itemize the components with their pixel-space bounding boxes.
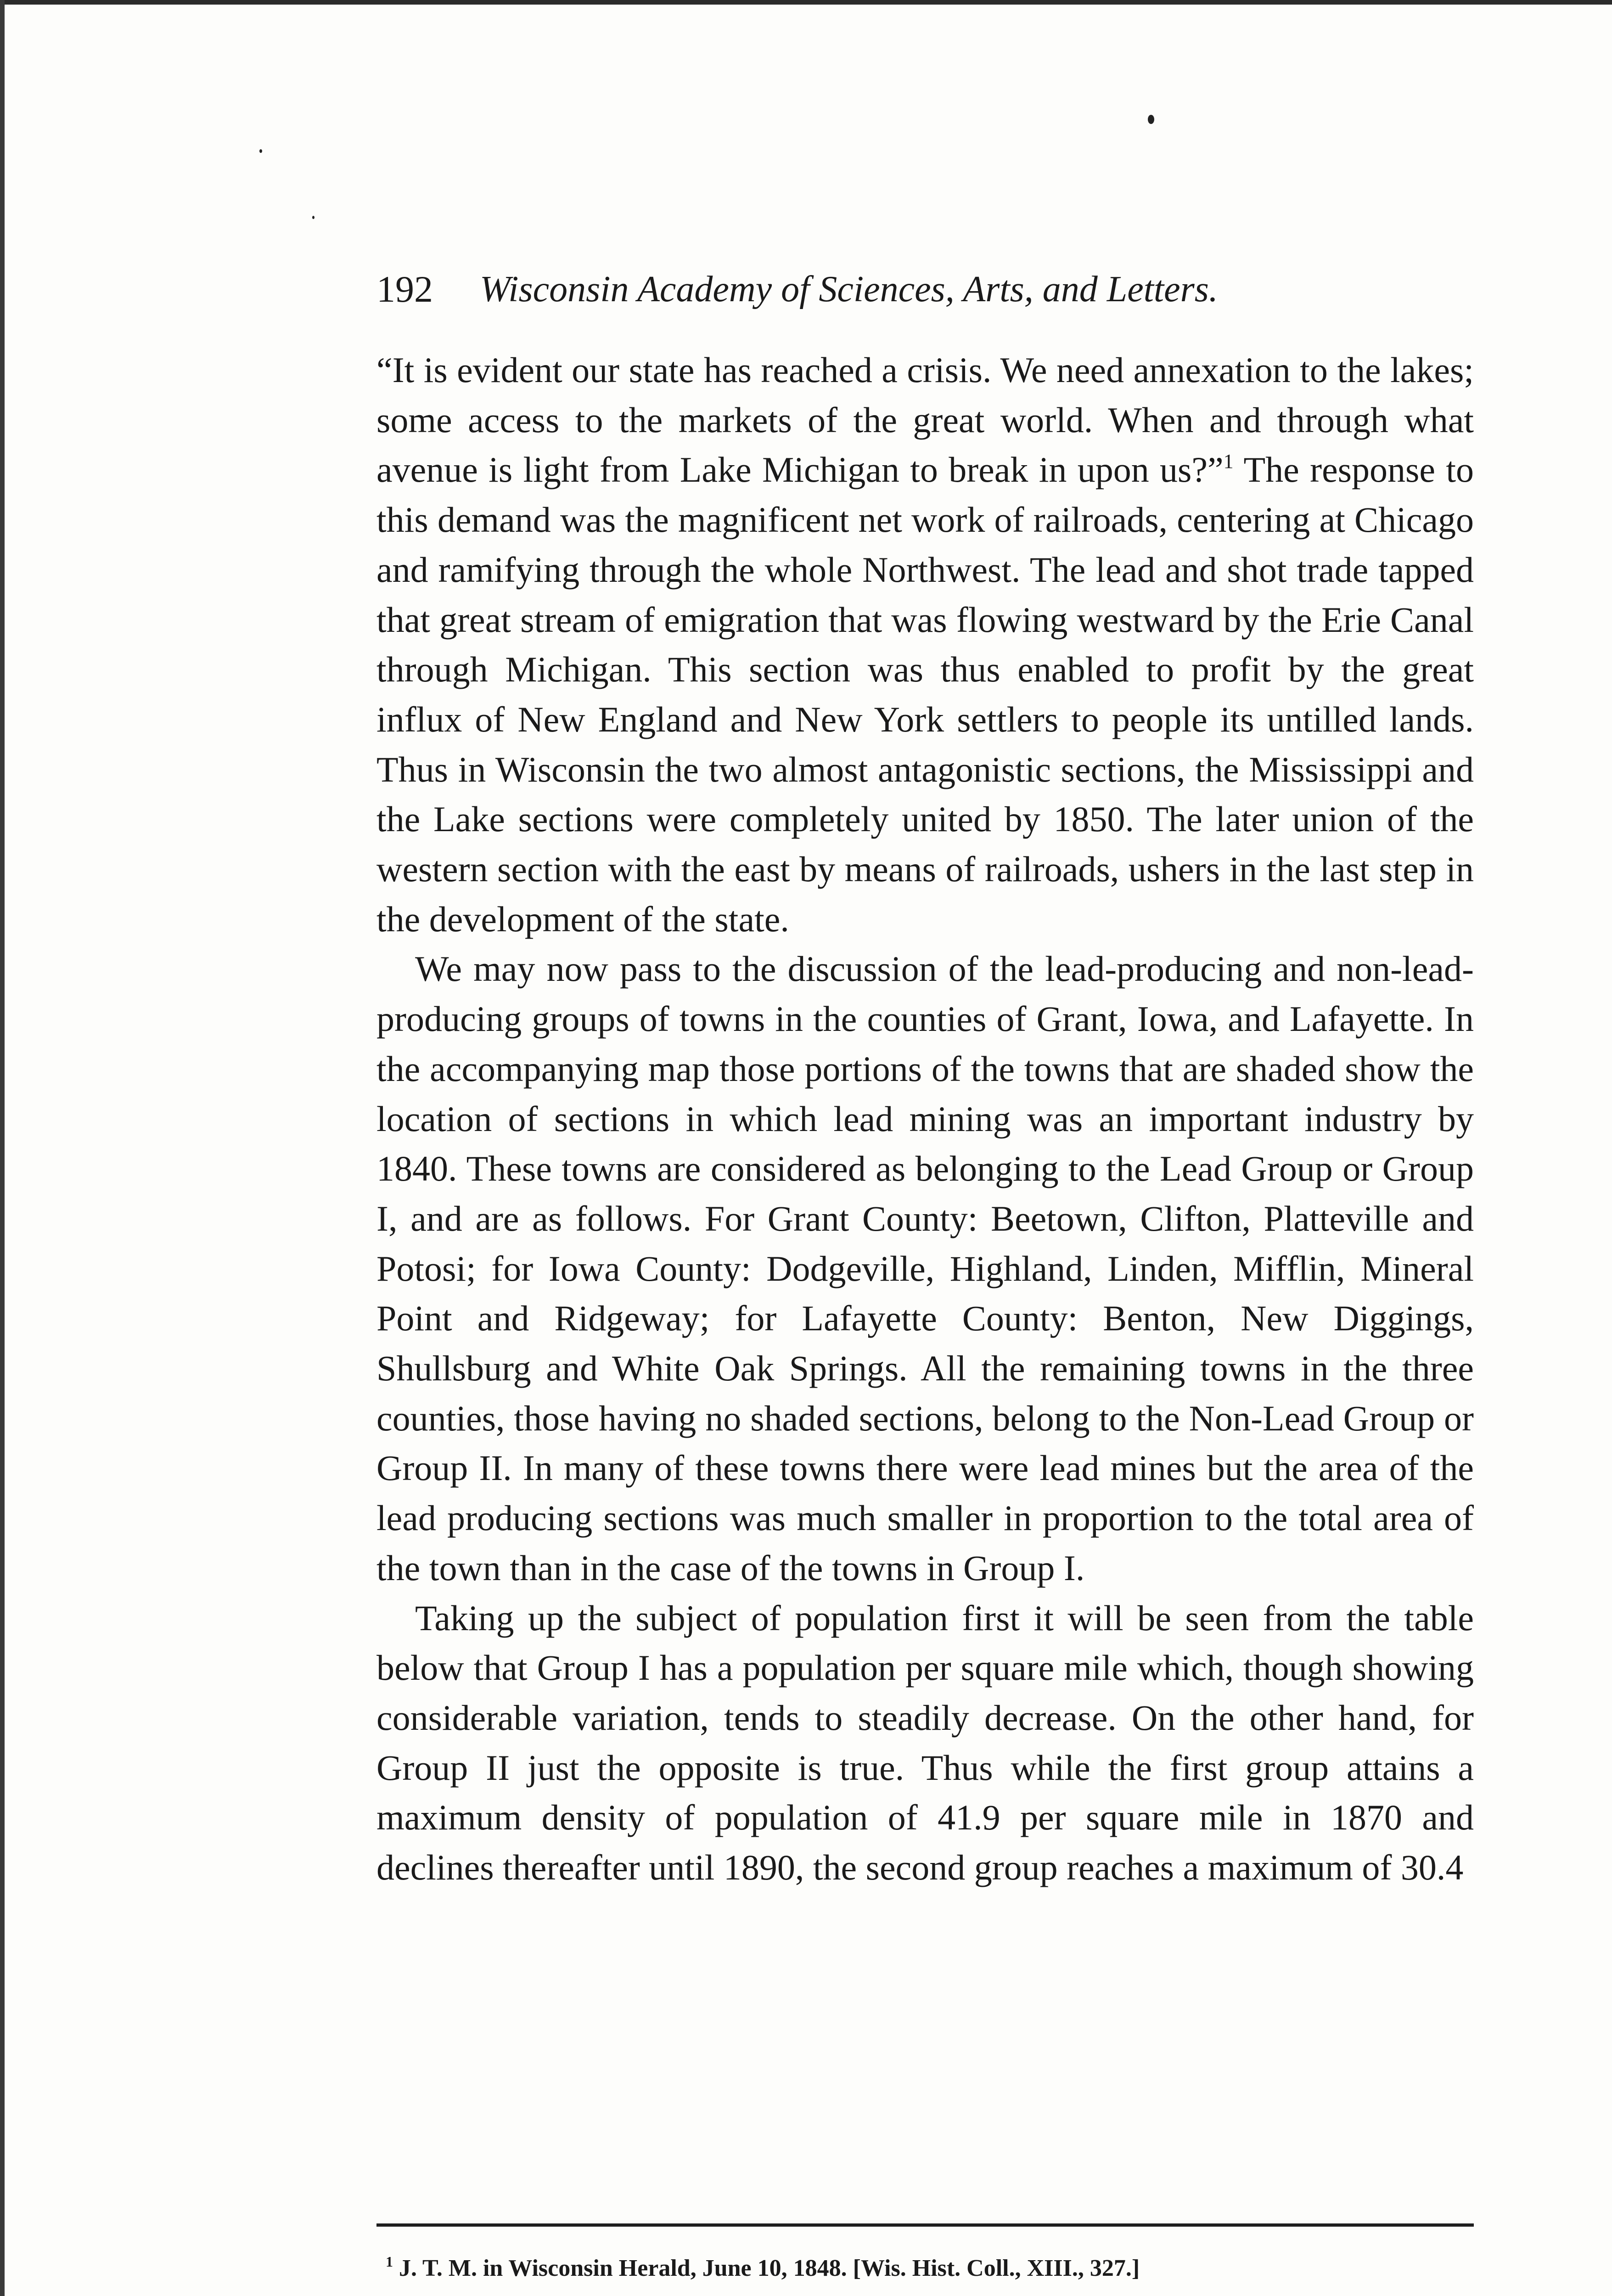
footnote-text: J. T. M. in Wisconsin Herald, June 10, 1848. [Wis. Hist. Coll., XIII., 327.] <box>399 2255 1140 2281</box>
footnote <box>386 2250 1474 2287</box>
footnote-reference: 1 <box>1223 450 1234 473</box>
top-scan-edge <box>0 0 1612 5</box>
footnote-marker: 1 <box>386 2253 393 2270</box>
running-title: Wisconsin Academy of Sciences, Arts, and Letters. <box>480 269 1218 310</box>
ink-speck <box>312 216 315 219</box>
footnote-divider <box>376 2223 1474 2227</box>
page-header <box>376 262 1368 321</box>
page-number: 192 <box>376 268 433 310</box>
ink-speck <box>259 149 262 153</box>
paragraph-1-quote: “It is evident our state has reached a crisis. We need annexation to the lakes; some access to the markets of the great world. When and through what avenue is light from Lake Michigan to break in upon us?” <box>376 350 1474 490</box>
paragraph-3: Taking up the subject of population first it will be seen from the table below that Group I has a population per square mile which, though showing considerable variation, tends to steadily decrease. On the other hand, for Group II just the opposite is true. Thus while the first group attains a maximum density of population of 41.9 per square mile in 1870 and declines thereafter until 1890, the second group reaches a maximum of 30.4 <box>376 1598 1474 1888</box>
paragraph-2: We may now pass to the discussion of the lead-producing and non-lead-producing groups of towns in the counties of Grant, Iowa, and Lafayette. In the accompanying map those portions of the towns that are shaded show the location of sections in which lead mining was an important industry by 1840. These towns are considered as belonging to the Lead Group or Group I, and are as follows. For Grant County: Beetown, Clifton, Platteville and Potosi; for Iowa County: Dodgeville, Highland, Linden, Mifflin, Mineral Point and Ridgeway; for Lafayette County: Benton, New Diggings, Shullsburg and White Oak Springs. All the remaining towns in the three counties, those having no shaded sections, belong to the Non-Lead Group or Group II. In many of these towns there were lead mines but the area of the lead producing sections was much smaller in proportion to the total area of the town than in the case of the towns in Group I. <box>376 949 1474 1588</box>
left-scan-edge <box>0 0 5 2296</box>
body-text <box>376 345 1474 1893</box>
ink-speck <box>1148 115 1154 124</box>
paragraph-1-text: The response to this demand was the magnificent net work of railroads, centering at Chicago and ramifying through the whole Northwest. The lead and shot trade tapped that great stream of emigration that was flowing westward by the Erie Canal through Michigan. This section was thus enabled to profit by the great influx of New England and New York settlers to people its untilled lands. Thus in Wisconsin the two almost antagonistic sections, the Mississippi and the Lake sections were completely united by 1850. The later union of the western section with the east by means of railroads, ushers in the last step in the development of the state. <box>376 450 1474 939</box>
paragraph-1 <box>376 345 1474 944</box>
